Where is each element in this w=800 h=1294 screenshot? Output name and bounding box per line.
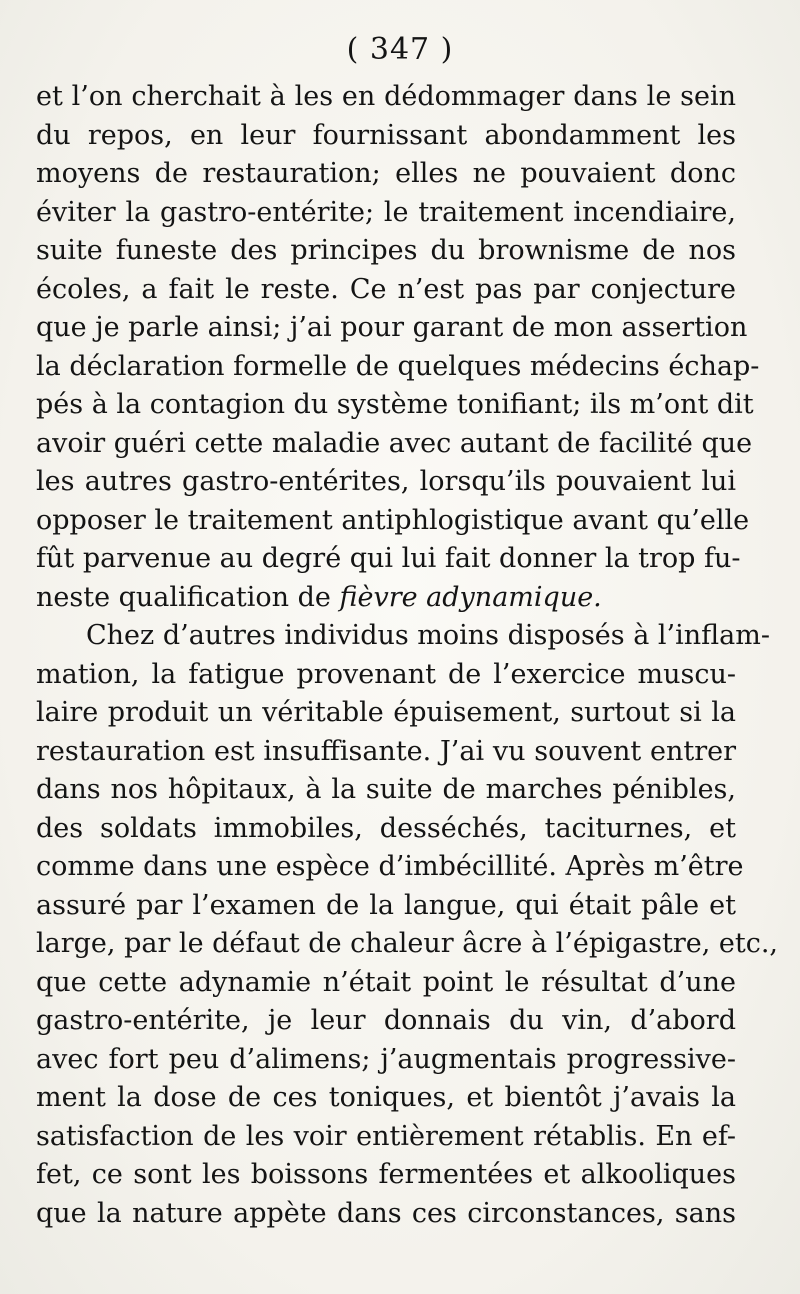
text-line: moyens de restauration; elles ne pouvaient donc — [36, 158, 736, 189]
text-line: assuré par l’examen de la langue, qui était pâle et — [36, 889, 736, 921]
text-line: dans nos hôpitaux, à la suite de marches pénibles, — [36, 774, 736, 805]
text-line: fût parvenue au degré qui lui fait donner la trop fu- — [36, 543, 741, 574]
text-line: fet, ce sont les boissons fermentées et alkooliques — [36, 1159, 736, 1190]
text-line: gastro-entérite, je leur donnais du vin, d’abord — [36, 1005, 736, 1036]
text-line: du repos, en leur fournissant abondamment les — [36, 119, 736, 151]
paragraph-2 — [36, 617, 778, 1233]
text-line: que la nature appète dans ces circonstances, sans — [36, 1197, 736, 1229]
body-text — [36, 78, 778, 1233]
text-line: avoir guéri cette maladie avec autant de facilité que — [36, 427, 753, 459]
text-line: que cette adynamie n’était point le résultat d’une — [36, 966, 736, 998]
text-line: et l’on cherchait à les en dédommager dans le sein — [36, 81, 736, 112]
text-line: les autres gastro-entérites, lorsqu’ils pouvaient lui — [36, 466, 736, 497]
text-line: laire produit un véritable épuisement, surtout si la — [36, 697, 736, 728]
text-line: suite funeste des principes du brownisme de nos — [36, 235, 736, 266]
text-line: restauration est insuffisante. J’ai vu souvent entrer — [36, 735, 736, 767]
paragraph-1 — [36, 78, 760, 617]
text-line: éviter la gastro-entérite; le traitement incendiaire, — [36, 196, 736, 228]
text-line-first: Chez d’autres individus moins disposés à l’inflam- — [86, 620, 770, 651]
text-line: opposer le traitement antiphlogistique avant qu’elle — [36, 504, 750, 536]
text-line: écoles, a fait le reste. Ce n’est pas par conjecture — [36, 273, 736, 305]
text-line: avec fort peu d’alimens; j’augmentais progressive- — [36, 1043, 736, 1075]
text-line: satisfaction de les voir entièrement rétablis. En ef- — [36, 1120, 736, 1152]
text-line-last — [36, 579, 736, 618]
text-line: pés à la contagion du système tonifiant; ils m’ont dit — [36, 389, 754, 420]
text-line: la déclaration formelle de quelques médecins échap- — [36, 350, 760, 382]
text-fragment: neste qualification de — [36, 581, 340, 613]
text-line: ment la dose de ces toniques, et bientôt j’avais la — [36, 1082, 736, 1113]
page-number: ( 347 ) — [346, 32, 454, 67]
text-line: que je parle ainsi; j’ai pour garant de mon assertion — [36, 312, 748, 343]
text-line: mation, la fatigue provenant de l’exercice muscu- — [36, 658, 736, 690]
text-line: large, par le défaut de chaleur âcre à l’épigastre, etc., — [36, 928, 778, 959]
text-line: comme dans une espèce d’imbécillité. Après m’être — [36, 851, 744, 882]
text-line: des soldats immobiles, desséchés, taciturnes, et — [36, 812, 736, 844]
italic-term: fièvre adynamique. — [339, 581, 602, 613]
